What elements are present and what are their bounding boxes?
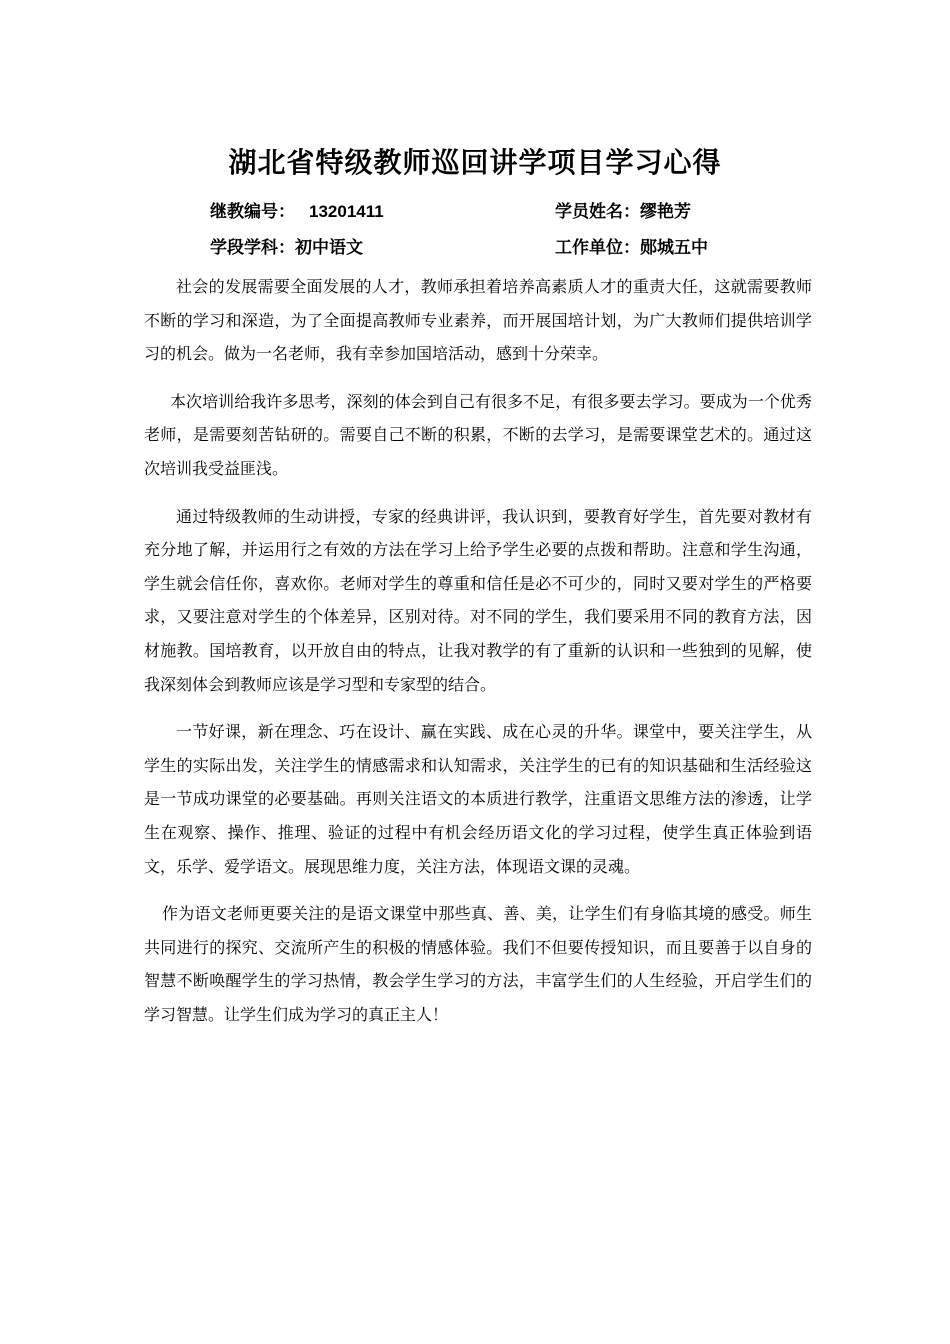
paragraph-1: 社会的发展需要全面发展的人才，教师承担着培养高素质人才的重责大任，这就需要教师不断的学习和深造，为了全面提高教师专业素养，而开展国培计划，为广大教师们提供培训学习的机会。做为一名老师，我有幸参加国培活动，感到十分荣幸。 [144, 277, 812, 364]
subject-value: 初中语文 [295, 238, 363, 258]
paragraph-2: 本次培训给我许多思考，深刻的体会到自己有很多不足，有很多要去学习。要成为一个优秀老师，是需要刻苦钻研的。需要自己不断的积累，不断的去学习，是需要课堂艺术的。通过这次培训我受益匪浅。 [144, 391, 812, 478]
paragraph-3: 通过特级教师的生动讲授，专家的经典讲评，我认识到，要教育好学生，首先要对教材有充分地了解，并运用行之有效的方法在学习上给予学生必要的点拨和帮助。注意和学生沟通，学生就会信任你，喜欢你。老师对学生的尊重和信任是必不可少的，同时又要对学生的严格要求，又要注意对学生的个体差异，区别对待。对不同的学生，我们要采用不同的教育方法，因材施教。国培教育，以开放自由的特点，让我对教学的有了重新的认识和一些独到的见解，使我深刻体会到教师应该是学习型和专家型的结合。 [144, 506, 812, 694]
student-name-field [555, 200, 691, 224]
subject-field [210, 236, 363, 260]
work-unit-label: 工作单位： [555, 238, 640, 258]
student-name-value: 缪艳芳 [640, 202, 691, 222]
cert-number-label: 继教编号： [210, 202, 295, 222]
document-title: 湖北省特级教师巡回讲学项目学习心得 [228, 146, 722, 179]
document-body [144, 270, 812, 1045]
work-unit-field [555, 236, 708, 260]
paragraph-5: 作为语文老师更要关注的是语文课堂中那些真、善、美，让学生们有身临其境的感受。师生共同进行的探究、交流所产生的积极的情感体验。我们不但要传授知识，而且要善于以自身的智慧不断唤醒学生的学习热情，教会学生学习的方法，丰富学生们的人生经验，开启学生们的学习智慧。让学生们成为学习的真正主人！ [144, 904, 812, 1024]
student-name-label: 学员姓名： [555, 202, 640, 222]
cert-number-value: 13201411 [309, 202, 384, 221]
work-unit-value: 郧城五中 [640, 238, 708, 258]
cert-number-field [210, 200, 384, 224]
subject-label: 学段学科： [210, 238, 295, 258]
paragraph-4: 一节好课，新在理念、巧在设计、赢在实践、成在心灵的升华。课堂中，要关注学生，从学生的实际出发，关注学生的情感需求和认知需求，关注学生的已有的知识基础和生活经验这是一节成功课堂的必要基础。再则关注语文的本质进行教学，注重语文思维方法的渗透，让学生在观察、操作、推理、验证的过程中有机会经历语文化的学习过程，使学生真正体验到语文，乐学、爱学语文。展现思维力度，关注方法，体现语文课的灵魂。 [144, 722, 812, 876]
